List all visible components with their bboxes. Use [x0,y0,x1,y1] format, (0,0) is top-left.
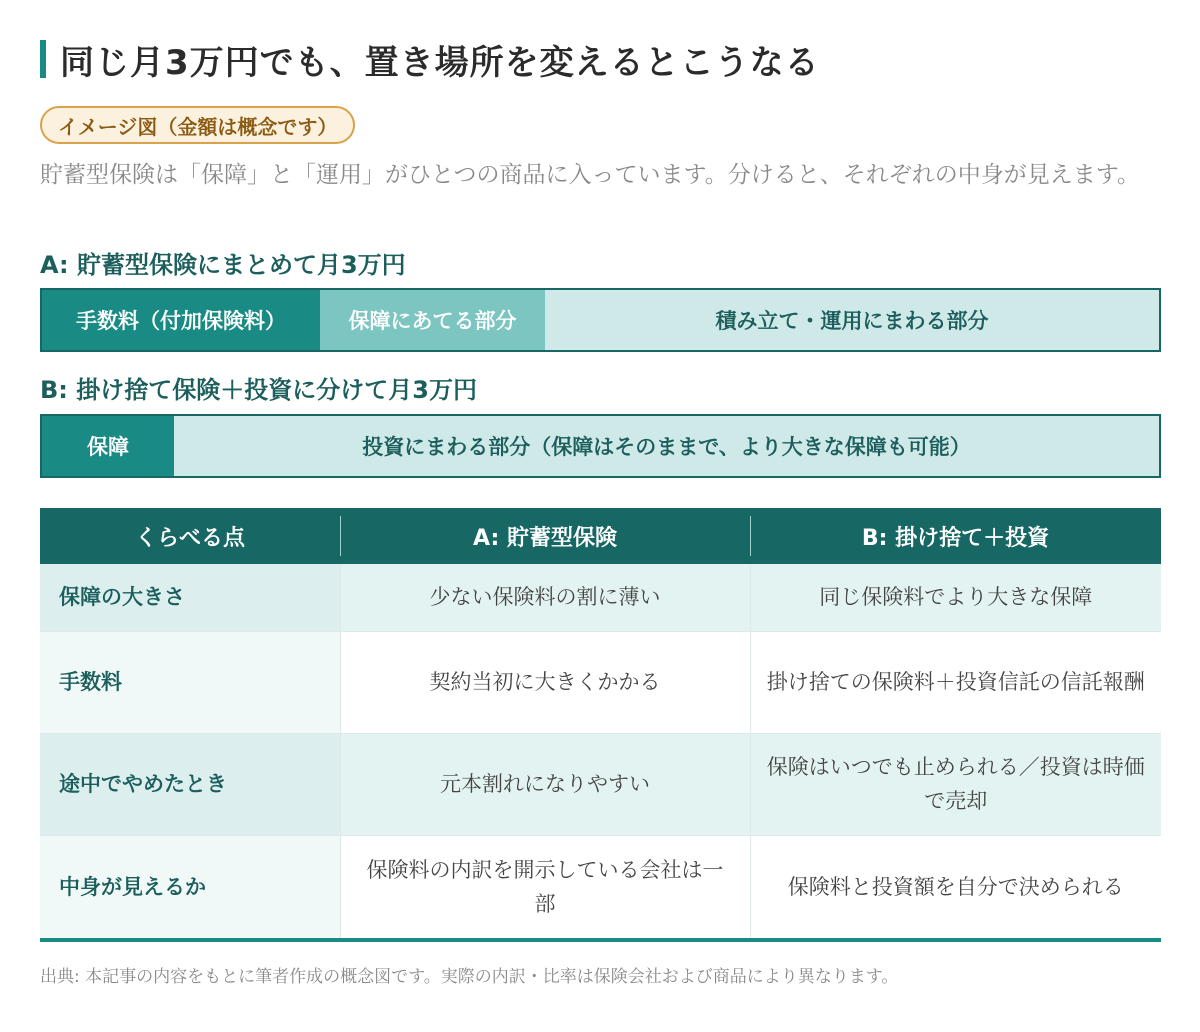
table-header-point: くらべる点 [40,508,340,564]
table-row [40,835,1161,940]
row-cell-b: 同じ保険料でより大きな保障 [750,564,1161,631]
section-a-segment-investment: 積み立て・運用にまわる部分 [545,290,1159,350]
row-cell-a: 元本割れになりやすい [340,733,750,835]
page-header [40,38,820,83]
row-cell-a: 保険料の内訳を開示している会社は一部 [340,835,750,940]
table-row [40,564,1161,631]
page-title: 同じ月3万円でも、置き場所を変えるとこうなる [60,42,820,83]
table-header-row [40,508,1161,564]
image-note-badge: イメージ図（金額は概念です） [40,106,355,144]
row-cell-a: 契約当初に大きくかかる [340,631,750,733]
row-point: 途中でやめたとき [40,733,340,835]
row-cell-a: 少ない保険料の割に薄い [340,564,750,631]
table-header-a: A: 貯蓄型保険 [340,508,750,564]
row-cell-b: 掛け捨ての保険料＋投資信託の信託報酬 [750,631,1161,733]
row-cell-b: 保険料と投資額を自分で決められる [750,835,1161,940]
title-accent-bar [40,40,46,78]
section-a-bar [40,288,1161,352]
section-a-segment-fee: 手数料（付加保険料） [42,290,320,350]
row-cell-b: 保険はいつでも止められる／投資は時価で売却 [750,733,1161,835]
section-a-label: A: 貯蓄型保険にまとめて月3万円 [40,251,406,279]
comparison-table [40,508,1161,942]
section-b-segment-investment: 投資にまわる部分（保障はそのままで、より大きな保障も可能） [174,416,1159,476]
row-point: 中身が見えるか [40,835,340,940]
table-row [40,631,1161,733]
lead-text: 貯蓄型保険は「保障」と「運用」がひとつの商品に入っています。分けると、それぞれの中身が見えます。 [40,162,1140,188]
source-note: 出典: 本記事の内容をもとに筆者作成の概念図です。実際の内訳・比率は保険会社および商品により異なります。 [40,967,899,987]
table-header-b: B: 掛け捨て＋投資 [750,508,1161,564]
table-row [40,733,1161,835]
section-a-segment-protection: 保障にあてる部分 [320,290,545,350]
section-b-label: B: 掛け捨て保険＋投資に分けて月3万円 [40,376,477,404]
row-point: 保障の大きさ [40,564,340,631]
section-b-bar [40,414,1161,478]
section-b-segment-protection: 保障 [42,416,174,476]
row-point: 手数料 [40,631,340,733]
